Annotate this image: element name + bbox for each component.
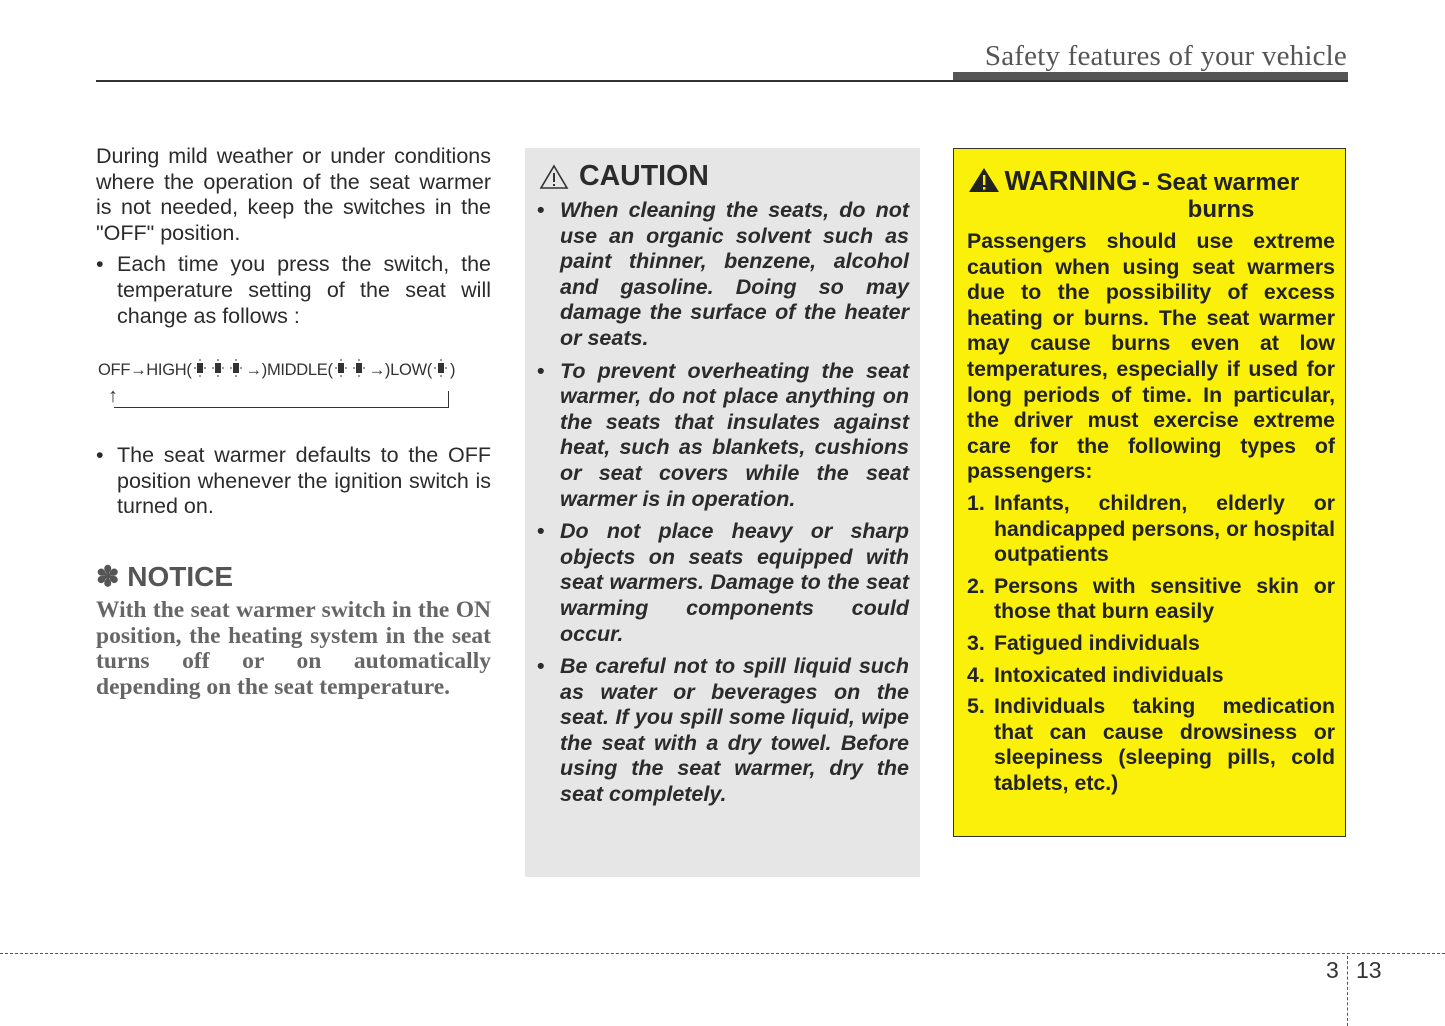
footer-divider: [1347, 956, 1348, 1026]
seq-high: HIGH(: [146, 361, 192, 380]
notice-title: ✽ NOTICE: [96, 560, 234, 592]
seq-middle: )MIDDLE(: [261, 361, 333, 380]
indicator-lamp-icon: [192, 359, 246, 386]
loop-connector: [114, 391, 449, 408]
caution-heading: [539, 160, 709, 193]
item-text: Individuals taking medication that can cause drowsiness or sleepiness (sleeping pills, cold tablets, etc.): [994, 694, 1335, 795]
warning-body: [967, 229, 1335, 796]
item-text: Fatigued individuals: [994, 630, 1200, 655]
page-header-title: Safety features of your vehicle: [984, 40, 1347, 72]
caution-list: [537, 198, 909, 815]
caution-triangle-icon: [539, 164, 569, 190]
caution-item: [537, 359, 909, 513]
caution-item-text: Do not place heavy or sharp objects on seats equipped with seat warmers. Damage to the seat warming components could occur.: [560, 519, 909, 646]
item-number: 3.: [967, 630, 985, 655]
indicator-lamp-icon: [333, 359, 369, 386]
warning-box: [953, 148, 1346, 837]
caution-box: [525, 148, 920, 877]
item-text: Infants, children, elderly or handicapped persons, or hospital outpatients: [994, 490, 1335, 567]
chapter-number: 3: [1326, 957, 1339, 983]
warning-subtitle-line2: burns: [1187, 196, 1255, 223]
warning-triangle-icon: [968, 167, 1000, 193]
caution-item-text: To prevent overheating the seat warmer, do not place anything on the seats that insulates against heat, such as blankets, cushions or seat covers while the seat warmer is in operation.: [560, 358, 909, 511]
item-text: Intoxicated individuals: [994, 662, 1224, 687]
notice-body: With the seat warmer switch in the ON position, the heating system in the seat turns off or on automatically depending on the seat temperature.: [96, 596, 491, 700]
seq-low: )LOW(: [384, 361, 432, 380]
page-number: 13: [1356, 957, 1382, 983]
header-rule: [96, 80, 1348, 82]
warning-title: WARNING: [1004, 165, 1138, 196]
temperature-sequence-diagram: [96, 349, 491, 419]
arrow-right-icon: →: [130, 361, 147, 380]
warning-list-item: [967, 491, 1335, 568]
warning-heading: [968, 165, 1334, 223]
warning-subtitle: - Seat warmer: [1141, 169, 1300, 196]
bullet-text: The seat warmer defaults to the OFF position whenever the ignition switch is turned on.: [117, 443, 491, 519]
bullet-dot: •: [96, 252, 104, 277]
left-column: [96, 144, 491, 700]
arrow-up-icon: ↑: [108, 385, 118, 408]
seq-close: ): [449, 361, 456, 380]
sequence-line: [98, 358, 455, 386]
arrow-right-icon: →: [245, 361, 262, 380]
bullet-dot: •: [537, 519, 545, 544]
seq-off: OFF: [98, 361, 131, 380]
footer-dashed-rule: [0, 953, 1445, 954]
bullet-dot: •: [96, 443, 104, 468]
caution-item-text: When cleaning the seats, do not use an organic solvent such as paint thinner, benzene, alcohol and gasoline. Doing so may damage the surface of the heater or seats.: [560, 198, 909, 350]
caution-item: [537, 654, 909, 808]
bullet-dot: •: [537, 198, 545, 222]
bullet-press-switch: [96, 252, 491, 329]
warning-paragraph: Passengers should use extreme caution when using seat warmers due to the possibility of excess heating or burns. The seat warmer may cause burns even at low temperatures, especially if used for long periods of time. In particular, the driver must exercise extreme care for the following types of passengers:: [967, 229, 1335, 484]
bullet-default-off: [96, 443, 491, 520]
item-number: 1.: [967, 490, 985, 515]
indicator-lamp-icon: [432, 359, 450, 386]
arrow-right-icon: →: [368, 361, 385, 380]
caution-item: [537, 198, 909, 352]
item-text: Persons with sensitive skin or those that burn easily: [994, 573, 1335, 624]
bullet-text: Each time you press the switch, the temperature setting of the seat will change as follows :: [117, 252, 491, 328]
warning-list-item: [967, 574, 1335, 625]
item-number: 5.: [967, 694, 985, 719]
warning-list-item: [967, 631, 1335, 657]
warning-list-item: [967, 663, 1335, 689]
caution-title: CAUTION: [579, 160, 709, 192]
caution-item-text: Be careful not to spill liquid such as water or beverages on the seat. If you spill some liquid, wipe the seat with a dry towel. Before using the seat warmer, dry the seat completely.: [560, 654, 909, 807]
item-number: 4.: [967, 662, 985, 687]
intro-paragraph: During mild weather or under conditions where the operation of the seat warmer is not needed, keep the switches in the "OFF" position.: [96, 144, 491, 245]
warning-list-item: [967, 694, 1335, 796]
caution-item: [537, 519, 909, 647]
bullet-dot: •: [537, 358, 545, 383]
item-number: 2.: [967, 573, 985, 598]
bullet-dot: •: [537, 654, 545, 679]
